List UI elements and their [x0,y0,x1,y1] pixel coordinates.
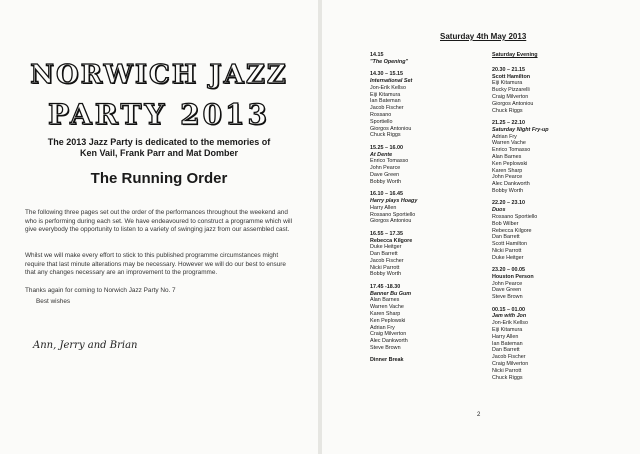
set-time: 14.30 – 15.15 [370,71,403,78]
set-title: Saturday Night Fry-up [492,126,549,133]
set-title: "The Opening" [370,58,409,65]
set-title: Houston Person [492,273,534,280]
performer: Dave Green [370,171,400,178]
schedule-set [370,52,480,66]
set-time: 14.15 [370,52,384,58]
performer: Ian Bateman [370,98,401,105]
performer: Jacob Fischer [492,354,526,361]
set-title: Scott Hamilton [492,73,531,80]
performer: Steve Brown [492,294,523,301]
performer: Bobby Worth [370,178,402,185]
performer: Jacob Fischer [370,105,404,112]
performer: Jacob Fischer [370,257,404,264]
evening-sets [492,67,602,382]
set-title: Jam with Jon [492,313,527,320]
performer: Adrian Fry [492,133,517,140]
right-page [322,0,640,454]
performer: Giorgos Antoniou [492,100,534,107]
title-line-1: NORWICH JAZZ [30,60,288,90]
performer: Chuck Riggs [370,132,401,139]
performer: Nicki Parrott [492,247,522,254]
performer: Nicki Parrott [370,264,400,271]
performer: Rossano Sportiello [370,211,416,218]
performer: Dave Green [492,287,522,294]
schedule-set [370,231,480,279]
performer: Ken Peplowski [370,317,406,324]
performer: Adrian Fry [370,324,395,331]
set-time: 00.15 – 01.00 [492,306,525,313]
performer: Karen Sharp [370,311,401,318]
performer: Warren Vache [492,140,526,147]
performer: Eiji Kitamura [370,91,401,98]
performer: Dan Barrett [492,234,520,241]
dedication-line-1: The 2013 Jazz Party is dedicated to the memories of [47,137,271,147]
performer: Ian Bateman [492,340,523,347]
performer: Warren Vache [370,304,404,311]
set-time: 15.25 – 16.00 [370,144,403,151]
schedule-set [370,284,480,352]
performer: Eiji Kitamura [492,327,523,334]
performer: Harry Allen [492,333,519,340]
set-time: 16.10 – 16.45 [370,191,403,198]
performer: Sportiello [370,118,393,125]
evening-schedule [492,52,602,387]
performer: Alan Barnes [370,297,400,304]
schedule-set [370,145,480,186]
performer: Alec Dankworth [370,338,408,345]
afternoon-schedule [370,52,480,370]
schedule-set [370,191,480,225]
performer: Alec Dankworth [492,181,530,188]
performer: Rossano [370,111,392,118]
performer: Eiji Kitamura [492,80,523,87]
performer: John Pearce [492,174,523,181]
performer: John Pearce [370,165,401,172]
performer: Alan Barnes [492,153,522,160]
performer: Rossano Sportiello [492,213,538,220]
set-title: Duos [492,207,506,214]
performer: Karen Sharp [492,167,523,174]
schedule-set [492,307,602,382]
performer: Jon-Erik Kellso [370,84,406,91]
page-number: 2 [477,412,481,418]
performer: Bucky Pizzarelli [492,87,530,94]
performer: Giorgos Antoniou [370,218,412,225]
set-title: Harry plays Hoagy [370,197,418,204]
performer: Enrico Tomasso [492,147,531,154]
set-title: Banner Bu Gum [370,290,412,297]
performer: Craig Milverton [492,361,529,368]
signoff: Ann, Jerry and Brian [33,340,138,351]
set-title: Dinner Break [370,357,404,364]
performer: Bob Wilber [492,220,519,227]
left-page [0,0,318,454]
performer: Scott Hamilton [492,241,528,248]
title-line-2: PARTY 2013 [47,98,271,131]
performer: Harry Allen [370,204,397,211]
set-title: At Dente [370,151,393,158]
performer: Rebecca Kilgore [492,227,532,234]
schedule-set [370,357,480,364]
set-time: 20.30 – 21.15 [492,66,525,73]
performer: John Pearce [492,280,523,287]
performer: Bobby Worth [370,271,402,278]
thanks-paragraph: Thanks again for coming to Norwich Jazz Party No. 7 [25,287,176,294]
schedule-set [370,71,480,139]
performer: Ken Peplowski [492,160,528,167]
performer: Craig Milverton [492,93,529,100]
performer: Enrico Tomasso [370,158,409,165]
set-time: 23.20 – 00.05 [492,267,525,274]
schedule-set [492,67,602,115]
performer: Chuck Riggs [492,107,523,114]
set-time: 21.25 – 22.10 [492,119,525,126]
schedule-set [492,120,602,195]
performer: Duke Heitger [492,254,524,261]
set-time: 16.55 – 17.35 [370,230,403,237]
set-title: International Set [370,77,413,84]
performer: Chuck Riggs [492,374,523,381]
schedule-set [492,200,602,261]
performer: Dan Barrett [492,347,520,354]
performer: Duke Heitger [370,244,402,251]
performer: Giorgos Antoniou [370,125,412,132]
schedule-set [492,267,602,301]
date-header: Saturday 4th May 2013 [440,32,527,41]
performer: Nicki Parrott [492,367,522,374]
performer: Craig Milverton [370,331,407,338]
intro-paragraph: The following three pages set out the order of the performances throughout the weekend and who is performing during each set. We have endeavoured to construct a programme which will give everybody the opportunity to listen to a variety of swinging jazz from our assembled cast. [25,209,293,234]
performer: Bobby Worth [492,187,524,194]
performer: Dan Barrett [370,251,398,258]
performer: Steve Brown [370,345,401,352]
running-order-heading: The Running Order [90,170,228,187]
best-wishes: Best wishes [36,298,71,305]
alterations-paragraph: Whilst we will make every effort to stick to this published programme circumstances might require that last minute alterations may be necessary. However we will do our best to ensure that any changes necessary are an improvement to the programme. [25,252,286,277]
dedication [20,137,298,159]
set-time: 22.20 – 23.10 [492,200,525,207]
performer: Jon-Erik Kellso [492,320,528,327]
set-time: 17.45 -18.30 [370,283,401,290]
set-title: Rebecca Kilgore [370,237,413,244]
dedication-line-2: Ken Vail, Frank Parr and Mat Domber [79,148,239,158]
evening-heading: Saturday Evening [492,52,538,58]
